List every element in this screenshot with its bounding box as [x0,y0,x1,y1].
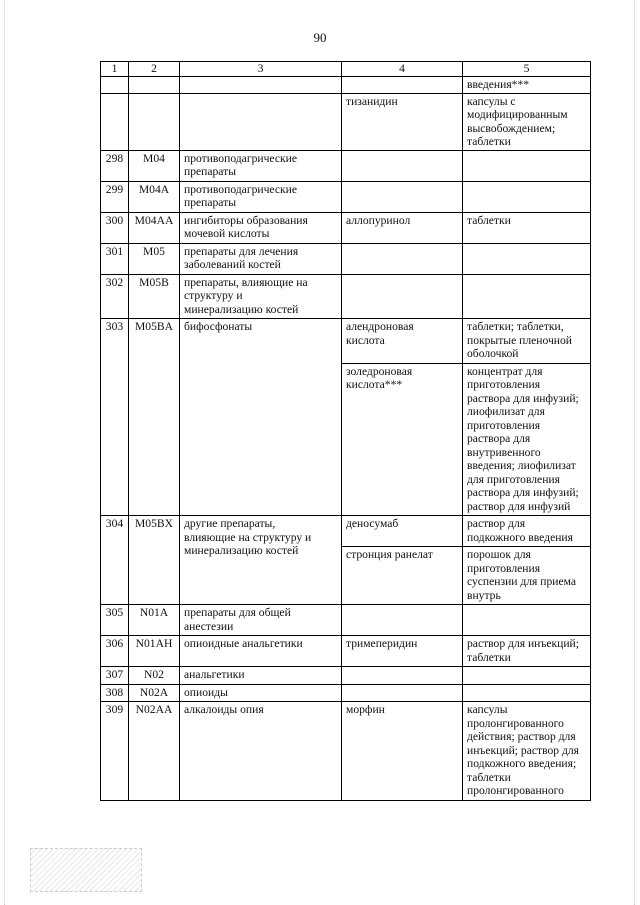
row-number: 307 [101,667,129,685]
atc-code [129,93,180,150]
row-number: 301 [101,243,129,274]
dosage-form: капсулы пролонгированного действия; раствор для инъекций; раствор для подкожного введения; таблетки пролонгированного [463,702,591,801]
dosage-form: порошок для приготовления суспензии для приема внутрь [463,547,591,605]
group-name: ингибиторы образования мочевой кислоты [180,212,342,243]
atc-code: N01AH [129,636,180,667]
atc-code: M05BA [129,319,180,516]
table-row [101,702,591,801]
atc-code: M04 [129,150,180,181]
dosage-form: раствор для инъекций; таблетки [463,636,591,667]
drug-name: стронция ранелат [342,547,463,605]
dosage-form: введения*** [463,77,591,94]
row-number: 306 [101,636,129,667]
dosage-form [463,181,591,212]
row-number: 303 [101,319,129,516]
drug-name [342,605,463,636]
dosage-form [463,605,591,636]
drug-name: аллопуринол [342,212,463,243]
drug-name [342,181,463,212]
table-row [101,274,591,319]
drug-name: алендроновая кислота [342,319,463,364]
row-number: 300 [101,212,129,243]
table-row [101,667,591,685]
header-col-3: 3 [180,62,342,77]
atc-code: M04AA [129,212,180,243]
row-number [101,93,129,150]
dosage-form [463,150,591,181]
atc-code: M05B [129,274,180,319]
scan-edge-left [4,0,5,905]
table-row [101,93,591,150]
atc-code: N02 [129,667,180,685]
drug-name: золедроновая кислота*** [342,363,463,516]
row-number [101,77,129,94]
drug-name [342,243,463,274]
atc-code: N02AA [129,702,180,801]
dosage-form: таблетки [463,212,591,243]
group-name [180,77,342,94]
header-col-2: 2 [129,62,180,77]
atc-code: N02A [129,684,180,702]
group-name: противоподагрические препараты [180,150,342,181]
row-number: 305 [101,605,129,636]
scan-edge-right [634,0,635,905]
dosage-form: раствор для подкожного введения [463,516,591,547]
scanner-stamp-mark [30,848,142,892]
atc-code: N01A [129,605,180,636]
drug-name: тримеперидин [342,636,463,667]
table-row [101,212,591,243]
dosage-form [463,667,591,685]
drug-name [342,150,463,181]
table-row [101,516,591,547]
row-number: 302 [101,274,129,319]
group-name: бифосфонаты [180,319,342,516]
table-row [101,684,591,702]
drug-name [342,684,463,702]
header-row [101,62,591,77]
row-number: 308 [101,684,129,702]
atc-code [129,77,180,94]
group-name: другие препараты, влияющие на структуру и минерализацию костей [180,516,342,605]
row-number: 309 [101,702,129,801]
group-name: опиоидные анальгетики [180,636,342,667]
atc-code: M04A [129,181,180,212]
group-name: препараты для лечения заболеваний костей [180,243,342,274]
drug-name [342,274,463,319]
row-number: 298 [101,150,129,181]
drug-name: деносумаб [342,516,463,547]
dosage-form: таблетки; таблетки, покрытые пленочной оболочкой [463,319,591,364]
atc-code: M05BX [129,516,180,605]
table-row [101,77,591,94]
group-name: препараты, влияющие на структуру и минерализацию костей [180,274,342,319]
atc-code: M05 [129,243,180,274]
dosage-form [463,684,591,702]
drug-name: морфин [342,702,463,801]
table-row [101,605,591,636]
drug-table-body [101,62,591,801]
group-name: препараты для общей анестезии [180,605,342,636]
drug-name: тизанидин [342,93,463,150]
row-number: 304 [101,516,129,605]
drug-name [342,77,463,94]
dosage-form [463,274,591,319]
table-row [101,181,591,212]
group-name: анальгетики [180,667,342,685]
header-col-4: 4 [342,62,463,77]
dosage-form [463,243,591,274]
dosage-form: концентрат для приготовления раствора для инфузий; лиофилизат для приготовления раствора для внутривенного введения; лиофилизат для приготовления раствора для инфузий; раствор для инфузий [463,363,591,516]
table-row [101,150,591,181]
row-number: 299 [101,181,129,212]
page-number: 90 [313,30,327,45]
table-row [101,243,591,274]
group-name: алкалоиды опия [180,702,342,801]
group-name [180,93,342,150]
group-name: опиоиды [180,684,342,702]
header-col-1: 1 [101,62,129,77]
group-name: противоподагрические препараты [180,181,342,212]
header-col-5: 5 [463,62,591,77]
dosage-form: капсулы с модифицированным высвобождением; таблетки [463,93,591,150]
table-row [101,636,591,667]
drug-name [342,667,463,685]
drug-table [100,61,591,801]
table-row [101,319,591,364]
